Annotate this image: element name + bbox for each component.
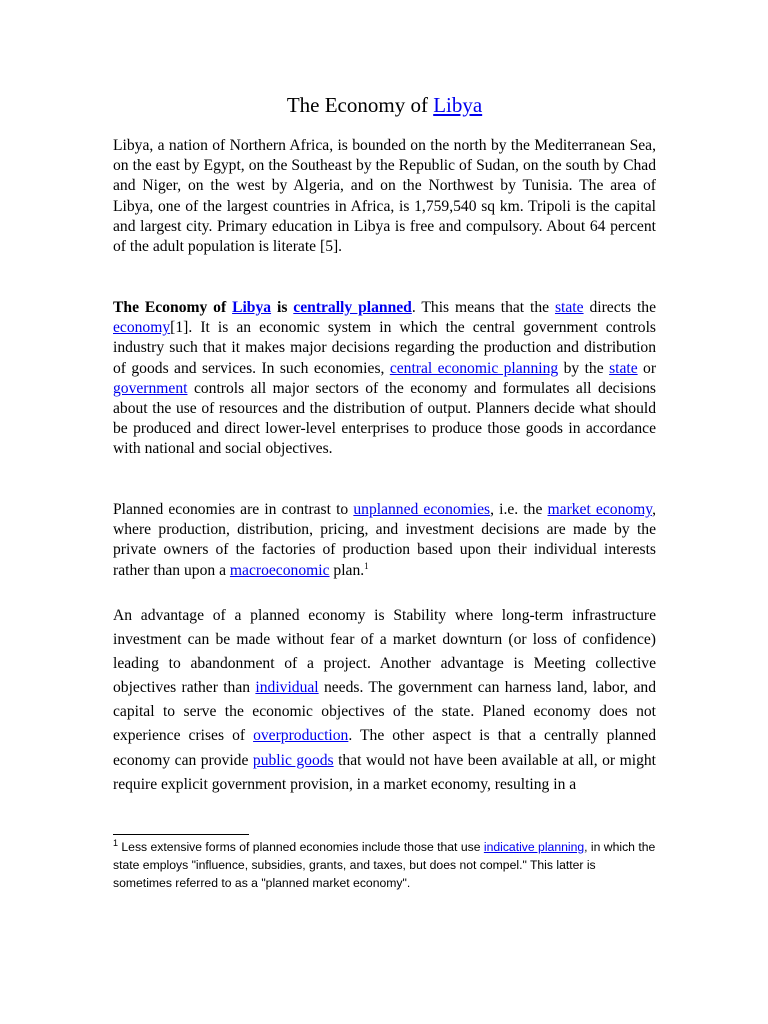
footnote xyxy=(113,838,656,892)
text-span: controls all major sectors of the economy and formulates all decisions about the use of resources and the distribution of output. Planners decide what should be produced and direct lower-level enterprises to produce those goods in accordance with national and social objectives. xyxy=(113,379,656,458)
text-span: , where production, distribution, pricing, and investment decisions are made by the private owners of the factories of production based upon their individual interests rather than upon a xyxy=(113,501,656,579)
footnote-reference[interactable]: 1 xyxy=(364,560,369,571)
text-span: The Economy of xyxy=(113,299,233,316)
link-overproduction[interactable]: overproduction xyxy=(253,727,349,745)
link-public-goods[interactable]: public goods xyxy=(252,751,334,769)
text-span: Planned economies are in contrast to xyxy=(113,501,354,518)
document-title xyxy=(113,92,656,118)
text-span: . This means that the xyxy=(411,299,555,316)
text-span: [1]. It is an economic system in which the central government controls industry such that it makes major decisions regarding the production and distribution of goods and services. In such economies, xyxy=(113,319,656,377)
text-span: is xyxy=(271,299,294,316)
link-state-2[interactable]: state xyxy=(609,359,638,377)
text-span: An advantage of a planned economy is Stability where long-term infrastructure investment can be made without fear of a market downturn (or loss of confidence) leading to abandonment of a project. Another advantage is Meeting collective objectives rather than xyxy=(113,607,656,697)
link-individual[interactable]: individual xyxy=(255,679,319,697)
link-macroeconomic[interactable]: macroeconomic xyxy=(229,561,330,579)
link-indicative-planning[interactable]: indicative planning xyxy=(483,840,585,854)
text-span: directs the xyxy=(583,299,656,316)
link-state[interactable]: state xyxy=(554,299,584,316)
text-span: needs. The government can harness land, labor, and capital to serve the economic objectives of the state. Planed economy does not experience crises of xyxy=(113,679,657,745)
text-span: plan. xyxy=(329,561,365,579)
link-government[interactable]: government xyxy=(113,379,188,397)
text-span: or xyxy=(637,359,657,377)
paragraph-planned-economies xyxy=(113,500,656,581)
text-span: , i.e. the xyxy=(490,501,548,518)
footnote-separator xyxy=(113,834,249,835)
paragraph-advantages xyxy=(113,604,656,797)
title-text: The Economy of xyxy=(286,93,434,117)
text-span: , in which the state employs "influence, subsidies, grants, and taxes, but does not compel." This latter is sometimes referred to as a "planned market economy". xyxy=(113,840,656,890)
footnote-marker: 1 xyxy=(113,837,119,848)
link-centrally-planned[interactable]: centrally planned xyxy=(293,299,412,316)
link-central-economic-planning[interactable]: central economic planning xyxy=(389,359,559,377)
link-economy[interactable]: economy xyxy=(113,319,171,337)
paragraph-economy xyxy=(113,298,656,460)
text-span: . The other aspect is that a centrally planned economy can provide xyxy=(113,727,656,769)
text-span: that would not have been available at all, or might require explicit government provision, in a market economy, resulting in a xyxy=(113,751,656,793)
link-market-economy[interactable]: market economy xyxy=(547,501,653,518)
link-libya[interactable]: Libya xyxy=(232,299,272,316)
link-unplanned-economies[interactable]: unplanned economies xyxy=(353,501,491,518)
bold-lead xyxy=(113,299,412,316)
text-span: by the xyxy=(558,359,610,377)
paragraph-intro: Libya, a nation of Northern Africa, is bounded on the north by the Mediterranean Sea, on the east by Egypt, on the Southeast by the Republic of Sudan, on the south by Chad and Niger, on the west by Algeria, and on the Northwest by Tunisia. The area of Libya, one of the largest countries in Africa, is 1,759,540 sq km. Tripoli is the capital and largest city. Primary education in Libya is free and compulsory. About 64 percent of the adult population is literate [5]. xyxy=(113,137,656,256)
text-span: Less extensive forms of planned economies include those that use xyxy=(118,840,484,854)
title-link-libya[interactable]: Libya xyxy=(433,93,483,117)
